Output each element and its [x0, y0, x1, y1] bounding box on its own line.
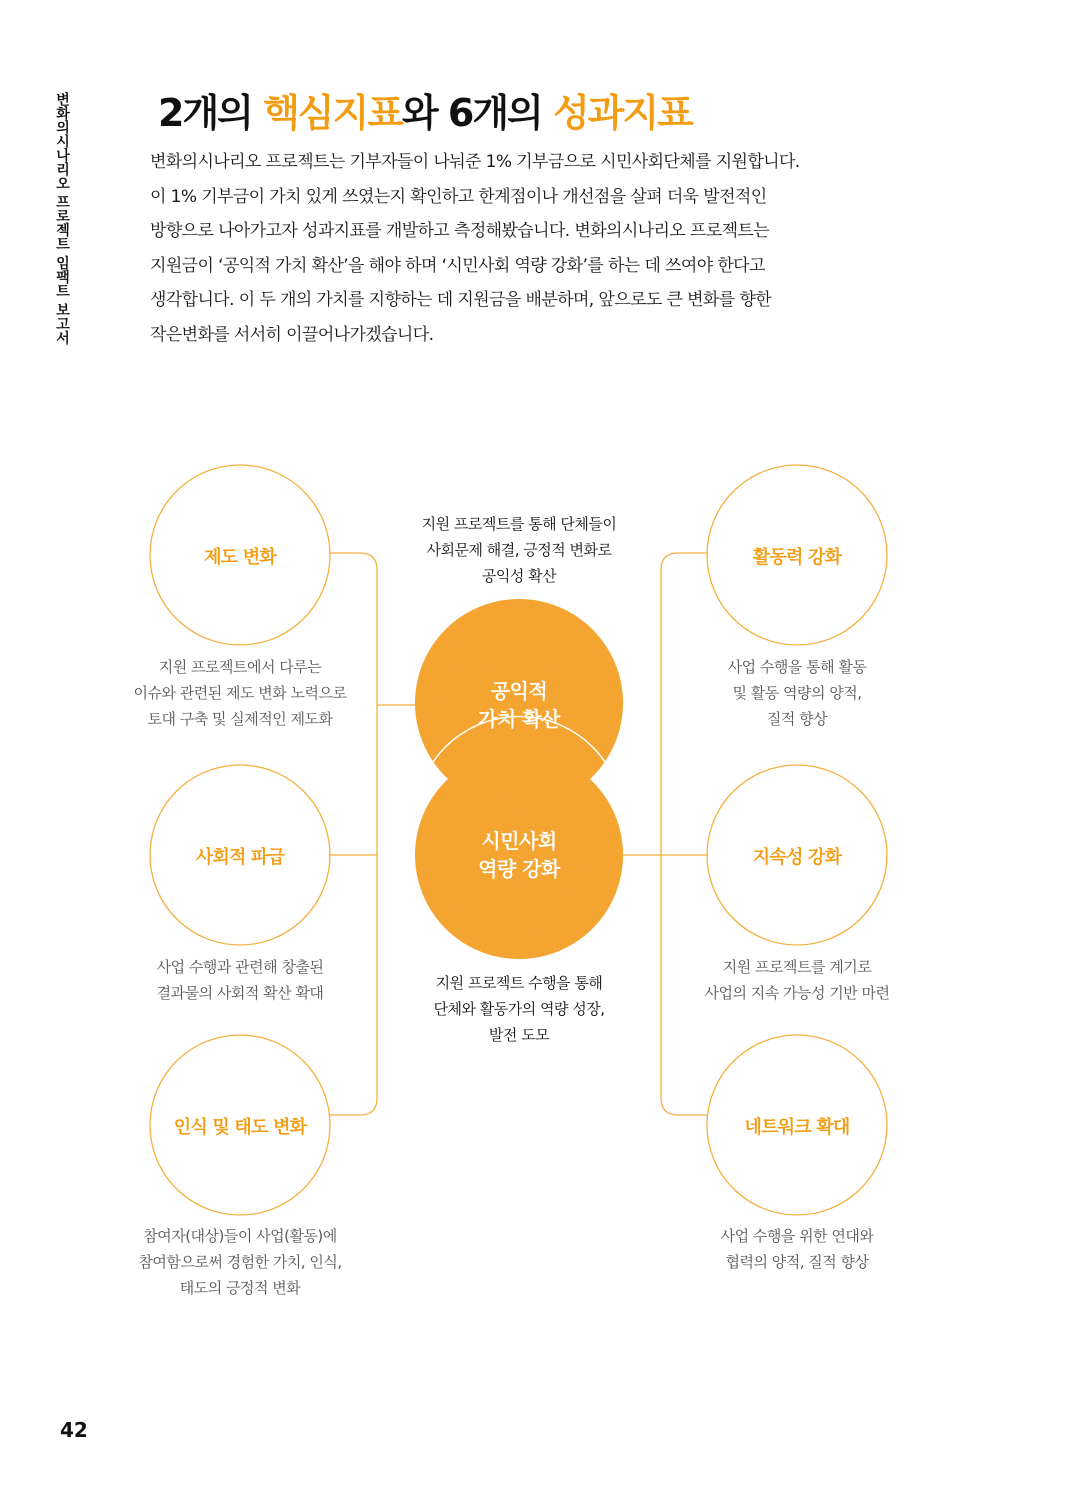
- side-report-title: 변화의시나리오 프로젝트 임팩트 보고서: [54, 92, 70, 345]
- intro-line: 이 1% 기부금이 가치 있게 쓰였는지 확인하고 한계점이나 개선점을 살펴 더욱 발전적인: [150, 186, 767, 207]
- intro-line: 방향으로 나아가고자 성과지표를 개발하고 측정해봤습니다. 변화의시나리오 프로젝트는: [150, 221, 770, 241]
- headline-highlight-core: 핵심지표: [263, 91, 402, 135]
- indicator-description: 지원 프로젝트에서 다루는 이슈와 관련된 제도 변화 노력으로 토대 구축 및 실제적인 제도화: [133, 658, 347, 728]
- indicator-label: 네트워크 확대: [744, 1117, 850, 1138]
- indicator-description: 사업 수행을 통해 활동 및 활동 역량의 양적, 질적 향상: [727, 658, 867, 728]
- indicator-label: 인식 및 태도 변화: [173, 1117, 307, 1138]
- core-label-civil-capacity: 시민사회 역량 강화: [478, 829, 560, 881]
- indicator-label: 제도 변화: [204, 547, 276, 568]
- left-bracket-line: [330, 553, 377, 1115]
- core-desc-civil-capacity: 지원 프로젝트 수행을 통해 단체와 활동가의 역량 성장, 발전 도모: [433, 974, 605, 1044]
- core-desc-public-value: 지원 프로젝트를 통해 단체들이 사회문제 해결, 긍정적 변화로 공익성 확산: [421, 515, 617, 585]
- indicator-description: 사업 수행을 위한 연대와 협력의 양적, 질적 향상: [720, 1227, 874, 1271]
- headline-part-1: 2개의: [158, 91, 264, 135]
- indicator-description: 사업 수행과 관련해 창출된 결과물의 사회적 확산 확대: [156, 958, 324, 1002]
- indicator-label: 활동력 강화: [752, 547, 842, 568]
- intro-line: 변화의시나리오 프로젝트는 기부자들이 나눠준 1% 기부금으로 시민사회단체를 지원합니다.: [150, 152, 800, 172]
- indicator-description: 지원 프로젝트를 계기로 사업의 지속 가능성 기반 마련: [704, 958, 890, 1002]
- headline-highlight-performance: 성과지표: [552, 91, 692, 135]
- indicator-label: 지속성 강화: [752, 847, 842, 868]
- intro-line: 지원금이 ‘공익적 가치 확산’을 해야 하며 ‘시민사회 역량 강화’를 하는 데 쓰여야 한다고: [150, 255, 765, 276]
- indicator-description: 참여자(대상)들이 사업(활동)에 참여함으로써 경험한 가치, 인식, 태도의 긍정적 변화: [138, 1227, 342, 1297]
- core-label-public-value: 공익적 가치 확산: [478, 679, 560, 731]
- headline-part-2: 와 6개의: [401, 91, 553, 135]
- indicator-label: 사회적 파급: [195, 847, 285, 868]
- intro-line: 작은변화를 서서히 이끌어나가겠습니다.: [150, 324, 434, 345]
- intro-line: 생각합니다. 이 두 개의 가치를 지향하는 데 지원금을 배분하며, 앞으로도 큰 변화를 향한: [150, 290, 772, 310]
- right-bracket-line: [661, 553, 708, 1115]
- page-number: 42: [60, 1418, 88, 1442]
